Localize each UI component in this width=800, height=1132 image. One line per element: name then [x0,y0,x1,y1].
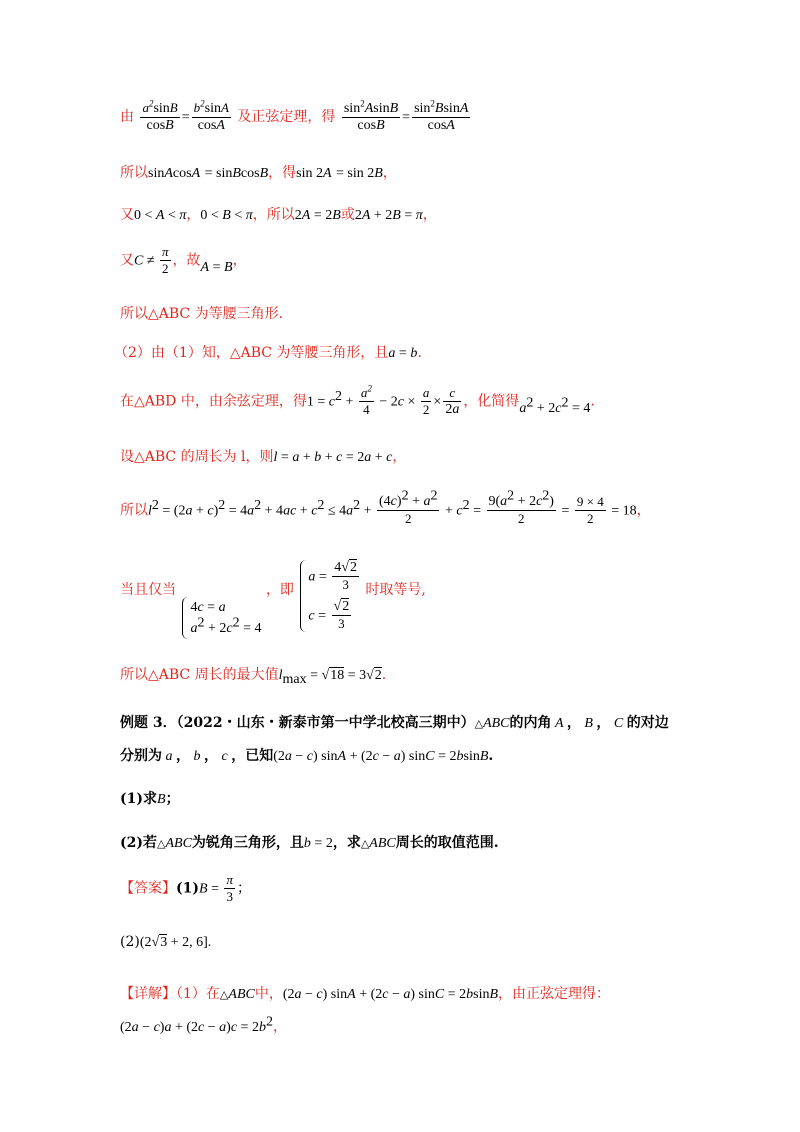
text: ， [422,207,437,223]
text: ， [392,449,407,465]
solution-line-6: （2）由（1）知，△ABC 为等腰三角形，且a = b. [114,345,422,361]
text: 当且仅当 [120,582,176,598]
text: ，化简得 [463,393,520,410]
text: ，得 [268,165,297,181]
fraction: $\frac{b^2\sin A}{\cos A}$ [193,98,229,133]
detail-line-2: $(2a - c)a + (2c - a)c = 2b^2$， [120,1014,287,1035]
solution-line-5 [120,303,283,323]
solution-line-4: 又C ≠ $\frac{\pi}{2}$ ，故A = B， [120,244,247,276]
text: 由 [120,109,134,125]
text: 所以 [120,502,148,519]
text: (2)若 [120,835,157,851]
text: ，已知 [231,748,274,764]
text: 又 [120,252,134,269]
solution-line-9: 所以$l^2 = (2a + c)^2 = 4a^2 + 4ac + c^2 \le 4a^2$ + $\frac{(4c)^2 + a^2}{2}$ + $c^2$ = $\frac{9(a^2 + 2c^2)}{2}$ = $\frac{9 \times 4}{2}$ = 18， [120,488,651,526]
fraction: $\frac{a}{2}$ [422,385,430,417]
solution-line-2: 所以sinAcosA = sinBcosB，得sin 2A = sin 2B， [120,165,397,181]
text: . [417,345,422,361]
text: ， [272,1019,287,1035]
fraction: $\frac{\pi}{2}$ [162,244,169,276]
text: 或 [340,207,355,223]
fraction: $\frac{\sin^2BsinA}{\cos A}$ [414,97,469,133]
example-text-line: 分别为 a ， b ， c ，已知(2a − c) sinA + (2c − a) sinC = 2bsinB. [120,748,494,764]
text: ，由正弦定理得： [498,986,611,1002]
text: 时取等号, [365,582,426,598]
text: 分别为 [120,748,162,764]
text: 的对边 [626,715,669,731]
equation-system: 4c = a $a^2 + 2c^2 = 4$ [180,597,261,639]
fraction: $\frac{4√2}{3}$ [334,560,357,592]
text: 中， [254,986,283,1002]
answer-line-2: (2)(2√3 + 2, 6]. [120,934,212,950]
fraction: $\frac{(4c)^2 + a^2}{2}$ [379,488,438,526]
text: (1)求 [120,791,157,807]
detail-line-1: 【详解】（1）在△ABC中，(2a − c) sinA + (2c − a) sinC = 2bsinB，由正弦定理得： [120,986,611,1002]
text: ，求 [332,835,361,851]
text: 设△ABC 的周长为 l，则 [120,449,274,465]
fraction: $\frac{c}{2a}$ [445,385,460,417]
text: 的内角 [509,715,552,731]
solution-line-1: 由 $\frac{a^2\sin B}{\cos B}$ = $\frac{b^2\sin A}{\cos A}$ 及正弦定理，得 $\frac{\sin^2AsinB}{\cos B}$ = $\frac{\sin^2BsinA}{\cos A}$ [120,97,469,133]
solution-line-10 [120,560,426,636]
detail-label: 【详解】 [120,986,176,1002]
text: . [590,393,595,410]
answer-label: 【答案】 [120,880,176,897]
solution-line-8: 设△ABC 的周长为 l，则l = a + b + c = 2a + c， [120,449,407,465]
fraction: $\frac{\pi}{3}$ [226,872,233,904]
text: （1）在 [176,986,220,1002]
text: (1) [176,880,199,897]
text: . [381,667,387,683]
text: 周长的取值范围. [395,835,499,851]
text: ， [636,502,651,519]
text: ， [186,207,201,223]
text: ， [596,715,611,731]
text: ，所以 [252,207,295,223]
fraction: $\frac{a^2}{4}$ [360,383,372,417]
text: 所以△ABC 周长的最大值 [120,667,279,683]
text: ， [566,715,581,731]
text: ； [236,880,251,897]
equation-system: a = $\frac{4√2}{3}$ c = $\frac{√2}{3}$ [298,560,361,632]
question-1: (1)求B； [120,791,180,807]
text: （2）由（1）知，△ABC 为等腰三角形，且 [114,345,389,361]
answer-line-1: 【答案】(1)B = $\frac{\pi}{3}$ ； [120,872,251,904]
text: 所以△ABC 为等腰三角形. [120,306,284,322]
text: ， [204,748,218,764]
fraction: $\frac{\sin^2AsinB}{\cos B}$ [343,97,399,133]
solution-line-11: 所以△ABC 周长的最大值$l_{max} = √18 = 3√2$. [120,667,387,687]
fraction: $\frac{9(a^2 + 2c^2)}{2}$ [488,488,554,526]
text: ， [176,748,190,764]
text: 及正弦定理，得 [237,109,336,125]
fraction: $\frac{9 \times 4}{2}$ [576,494,604,526]
text: ，即 [265,582,294,598]
text: (2) [120,934,140,950]
example-title-line: 例题 3．（2022・山东・新泰市第一中学北校高三期中）△ABC的内角 A ， B ， C 的对边 [120,715,669,731]
solution-line-3: 又0 < A < π，0 < B < π，所以2A = 2B或2A + 2B = π， [120,207,437,223]
text: 在△ABD 中，由余弦定理，得 [120,393,307,410]
text: 为锐角三角形，且 [191,835,304,851]
question-2: (2)若△ABC为锐角三角形，且b = 2，求△ABC周长的取值范围. [120,835,499,851]
fraction: $\frac{a^2\sin B}{\cos B}$ [142,98,178,133]
text: ， [232,252,247,269]
text: ， [382,165,397,181]
example-title: 例题 3．（2022・山东・新泰市第一中学北校高三期中） [120,715,475,731]
text: ； [165,791,180,807]
text: 又 [120,207,134,223]
text: . [488,748,494,764]
solution-line-7: 在△ABD 中，由余弦定理，得$1 = c^2$ + $\frac{a^2}{4}$ − 2c × $\frac{a}{2}$ × $\frac{c}{2a}$ ，化简得$a^2 + 2c^2 = 4$. [120,383,595,417]
text: ，故 [172,252,201,269]
text: 所以 [120,165,148,181]
fraction: $\frac{√2}{3}$ [333,599,350,631]
